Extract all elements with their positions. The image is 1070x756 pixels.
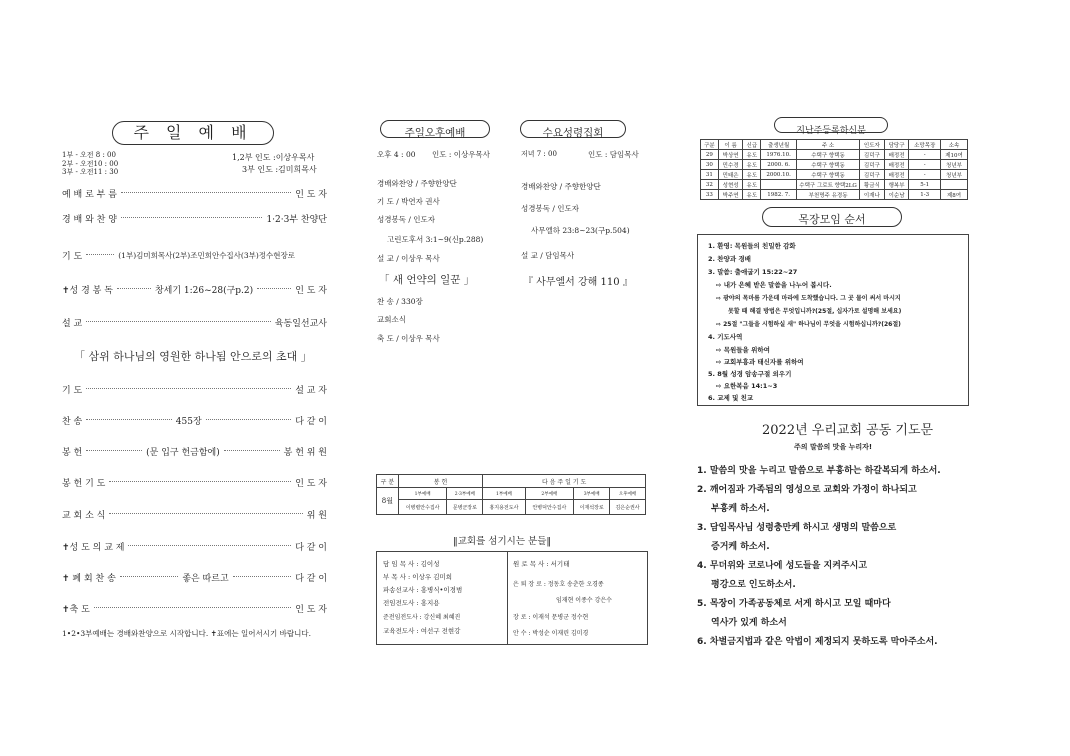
order-row (62, 476, 327, 489)
order-row (62, 316, 327, 329)
visit-header: 구분 (701, 140, 719, 150)
order-left: 교 회 소 식 (62, 511, 106, 521)
order-right: 봉 헌 위 원 (283, 448, 327, 458)
visit-cell: 유도 (743, 190, 761, 200)
visit-cell: 박주연 (718, 190, 743, 200)
visit-cell: - (909, 170, 941, 180)
afternoon-item: 설 교 / 이상우 목사 (377, 254, 440, 263)
visit-cell (941, 180, 968, 190)
staff-line: 임재현 이종수 강은수 (556, 597, 612, 604)
wednesday-sermon: 『 사무엘서 강해 110 』 (523, 277, 633, 288)
footnote: 1•2•3부예배는 경배와찬양으로 시작합니다. ✝표에는 일어서시기 바랍니다. (62, 629, 311, 638)
order-row (62, 571, 327, 584)
table-row (701, 190, 968, 200)
staff-line: 파송선교사 : 홍병식•이경범 (383, 586, 463, 594)
order-left: 기 도 (62, 386, 83, 396)
giving-sub: 3부예배 (574, 488, 610, 500)
staff-right (508, 552, 647, 644)
mokjang-title: 목장모임 순서 (798, 213, 866, 226)
giving-val: 홍지용전도사 (483, 500, 525, 515)
order-mid: 좋은 따르고 (182, 574, 229, 584)
staff-line: 장 로 : 이재석 문병군 정수현 (513, 614, 589, 621)
order-left: ✝성 경 봉 독 (62, 286, 113, 296)
order-left: ✝성 도 의 교 제 (62, 543, 125, 553)
visit-cell: 부천명주 유경동 (797, 190, 860, 200)
order-row (62, 445, 327, 458)
wednesday-title: 수요성령집회 (542, 127, 604, 139)
visit-cell: 청년부 (941, 160, 968, 170)
afternoon-time: 오후 4 : 00 (377, 150, 416, 159)
giving-sub: 2·3부예배 (447, 488, 483, 500)
visit-cell: 민태은 (718, 170, 743, 180)
prayer-subtitle: 주의 말씀의 맛을 누리자! (794, 443, 873, 451)
visit-cell: 유도 (743, 150, 761, 160)
afternoon-item: 고린도후서 3:1~9(신p.288) (387, 235, 484, 244)
prayer-item: 6. 차별금지법과 같은 악법이 제정되지 못하도록 막아주소서. (697, 637, 938, 647)
mokjang-item: 2. 찬양과 경배 (708, 255, 751, 263)
order-mid: 455장 (175, 417, 202, 427)
order-right: 다 같 이 (295, 417, 327, 427)
prayer-item: 5. 목장이 가족공동체로 서게 하시고 모일 때마다 (697, 599, 891, 609)
giving-table (376, 474, 646, 515)
order-left: 기 도 (62, 252, 83, 262)
order-right: 인 도 자 (295, 190, 327, 200)
afternoon-sermon: 「 새 언약의 일꾼 」 (379, 274, 475, 286)
giving-header-category: 구 분 (377, 475, 399, 488)
order-right: 설 교 자 (295, 386, 327, 396)
mokjang-item: 4. 기도사역 (708, 333, 743, 341)
visit-cell: - (909, 150, 941, 160)
visit-cell: 33 (701, 190, 719, 200)
visit-header: 출생년월 (761, 140, 797, 150)
visit-cell: 김덕구 (860, 150, 885, 160)
mokjang-item: 못할 때 해결 방법은 무엇입니까?(25절, 십자가로 설명해 보세요) (728, 308, 902, 315)
visit-cell: 민수경 (718, 160, 743, 170)
staff-left (377, 552, 508, 644)
mokjang-item: ⇨ 교회부흥과 태신자를 위하여 (716, 358, 804, 366)
table-row (701, 180, 968, 190)
staff-title: ‖교회를 섬기시는 분들‖ (453, 536, 552, 547)
visit-header: 주 소 (797, 140, 860, 150)
afternoon-item: 교회소식 (377, 315, 406, 324)
mokjang-box (697, 234, 969, 406)
mokjang-item: 5. 8월 성경 암송구절 외우기 (708, 370, 792, 378)
visit-cell: 수택구 향택동 (797, 160, 860, 170)
order-row (62, 249, 327, 262)
order-left: ✝ 폐 회 찬 송 (62, 574, 116, 584)
visit-cell: 유도 (743, 160, 761, 170)
afternoon-item: 찬 송 / 330장 (377, 297, 423, 306)
mokjang-item: 3. 말씀: 출애굽기 15:22~27 (708, 268, 798, 276)
visit-cell: 31 (701, 170, 719, 180)
afternoon-item: 성경봉독 / 인도자 (377, 215, 436, 224)
visit-cell: 배정전 (884, 160, 909, 170)
giving-val: 안병덕안수집사 (525, 500, 574, 515)
afternoon-title: 주일오후예배 (404, 127, 466, 139)
visit-cell: 1-3 (909, 190, 941, 200)
order-mid: (문 입구 헌금함에) (146, 448, 220, 458)
visit-cell: 5-1 (909, 180, 941, 190)
service-times (62, 151, 118, 177)
giving-sub: 1부예배 (398, 488, 447, 500)
staff-line: 안 수 : 박성순 이재린 김미경 (513, 630, 589, 637)
visit-cell: 32 (701, 180, 719, 190)
mokjang-item: ⇨ 25절 "그들을 시험하실 새" 하나님이 무엇을 시험하십니까?(26절) (716, 321, 901, 328)
sermon-title: 「 삼위 하나님의 영원한 하나됨 안으로의 초대 」 (74, 350, 312, 363)
order-left: 봉 헌 기 도 (62, 479, 106, 489)
table-row (701, 160, 968, 170)
time-1: 1부 - 오전 8 : 00 (62, 151, 116, 159)
mokjang-item: ⇨ 내가 은혜 받은 말씀을 나누어 봅시다. (716, 281, 832, 289)
table-row (701, 150, 968, 160)
order-left: 예 배 로 부 름 (62, 190, 117, 200)
order-right: 육동일선교사 (274, 319, 327, 329)
giving-val: 문병군장로 (447, 500, 483, 515)
preacher-12: 1,2부 인도 :이상우목사 (232, 153, 315, 162)
order-row (62, 540, 327, 553)
giving-sub: 1부예배 (483, 488, 525, 500)
visit-cell: 유도 (743, 170, 761, 180)
visit-cell: 박상연 (718, 150, 743, 160)
visit-header: 신급 (743, 140, 761, 150)
visit-cell: 이재나 (860, 190, 885, 200)
staff-line: 담 임 목 사 : 김이성 (383, 560, 440, 568)
staff-line: 교육전도사 : 여선구 전현강 (383, 627, 461, 635)
afternoon-item: 축 도 / 이상우 목사 (377, 334, 440, 343)
worship-title-box (112, 121, 274, 145)
order-row (62, 414, 327, 427)
wednesday-title-box (520, 120, 626, 138)
prayer-title: 2022년 우리교회 공동 기도문 (762, 423, 934, 438)
giving-month: 8월 (377, 488, 399, 515)
visit-header: 이 름 (718, 140, 743, 150)
visit-cell: 김덕구 (860, 170, 885, 180)
preacher-3: 3부 인도 :김미희목사 (242, 165, 317, 174)
visit-cell: 수택구 향택동 (797, 170, 860, 180)
order-row (62, 383, 327, 396)
giving-sub: 오후예배 (610, 488, 646, 500)
staff-line: 부 목 사 : 이상우 김미희 (383, 573, 453, 581)
giving-header-prayer: 다 음 주 일 기 도 (483, 475, 646, 488)
order-row (62, 508, 327, 521)
staff-box (376, 551, 648, 645)
order-mid: 창세기 1:26~28(구p.2) (154, 286, 254, 296)
prayer-item: 4. 무더위와 코로나에 성도들을 지켜주시고 (697, 561, 868, 571)
visit-title-box (774, 117, 888, 136)
mokjang-item: 1. 환영: 목원들의 친밀한 감화 (708, 242, 796, 250)
mokjang-item: ⇨ 광야의 목마름 가운데 마라에 도착했습니다. 그 곳 물이 써서 마시지 (716, 295, 901, 302)
visit-table (700, 139, 968, 200)
wednesday-item: 사무엘하 23:8~23(구p.504) (531, 226, 630, 235)
giving-val: 이재석장로 (574, 500, 610, 515)
order-mid: (1부)김미희목사(2부)조민희안수집사(3부)정수현장로 (118, 251, 296, 260)
mokjang-item: 6. 교제 및 친교 (708, 394, 754, 402)
visit-cell: 배정전 (884, 150, 909, 160)
visit-header: 인도자 (860, 140, 885, 150)
visit-cell: 배정전 (884, 170, 909, 180)
order-left: 찬 송 (62, 417, 83, 427)
visit-cell: 수택구 그로트 향택2LG (797, 180, 860, 190)
prayer-item: 부흥케 하소서. (711, 504, 770, 514)
order-right: 인 도 자 (295, 286, 327, 296)
giving-val: 이병렬안수집사 (398, 500, 447, 515)
visit-cell: 행복부 (884, 180, 909, 190)
order-right: 위 원 (306, 511, 327, 521)
prayer-item: 평강으로 인도하소서. (711, 580, 796, 590)
prayer-item: 2. 깨어짐과 가족됨의 영성으로 교회와 가정이 하나되고 (697, 485, 917, 495)
visit-cell: 2000. 6. (761, 160, 797, 170)
afternoon-leader: 인도 : 이상우목사 (432, 150, 491, 159)
visit-cell: 제10여 (941, 150, 968, 160)
wednesday-time: 저녁 7 : 00 (521, 150, 557, 158)
staff-line: 원 로 목 사 : 서기태 (513, 560, 570, 568)
visit-cell: 2000.10. (761, 170, 797, 180)
order-row (62, 187, 327, 200)
order-row (62, 283, 327, 296)
order-right: 인 도 자 (295, 605, 327, 615)
order-right: 다 같 이 (295, 543, 327, 553)
giving-sub: 2부예배 (525, 488, 574, 500)
order-left: 경 배 와 찬 양 (62, 215, 117, 225)
prayer-item: 역사가 있게 하소서 (711, 618, 787, 628)
visit-cell: 성현성 (718, 180, 743, 190)
order-right: 1·2·3부 찬양단 (266, 215, 327, 225)
staff-line: 준전임전도사 : 강신혜 최혜진 (383, 614, 461, 621)
visit-cell: 1982. 7. (761, 190, 797, 200)
order-right: 인 도 자 (295, 479, 327, 489)
order-left: 봉 헌 (62, 448, 83, 458)
order-row (62, 212, 327, 225)
visit-cell: - (909, 160, 941, 170)
afternoon-title-box (380, 120, 490, 138)
mokjang-title-box (762, 207, 902, 227)
visit-cell: 1976.10. (761, 150, 797, 160)
order-row (62, 602, 327, 615)
visit-cell: 30 (701, 160, 719, 170)
prayer-item: 1. 말씀의 맛을 누리고 말씀으로 부흥하는 하갈복되게 하소서. (697, 466, 941, 476)
worship-title: 주 일 예 배 (133, 123, 253, 142)
visit-cell: 황금식 (860, 180, 885, 190)
visit-cell (761, 180, 797, 190)
visit-cell: 29 (701, 150, 719, 160)
afternoon-item: 경배와찬양 / 주향한양단 (377, 179, 457, 188)
visit-header: 소망목장 (909, 140, 941, 150)
wednesday-item: 설 교 / 담임목사 (521, 251, 575, 260)
visit-cell: 이순남 (884, 190, 909, 200)
order-left: ✝축 도 (62, 605, 90, 615)
mokjang-item: ⇨ 목원들을 위하여 (716, 346, 770, 354)
visit-cell: 제8여 (941, 190, 968, 200)
staff-line: 은 퇴 장 로 : 정동호 송춘한 오경종 (513, 581, 604, 588)
visit-cell: 수택구 향택동 (797, 150, 860, 160)
order-right: 다 같 이 (295, 574, 328, 584)
giving-val: 김은순권사 (610, 500, 646, 515)
wednesday-item: 성경봉독 / 인도자 (521, 204, 580, 213)
wednesday-leader: 인도 : 담임목사 (588, 150, 639, 159)
time-3: 3부 - 오전11 : 30 (62, 168, 119, 176)
mokjang-item: ⇨ 요한복음 14:1~3 (716, 382, 778, 390)
prayer-item: 증거케 하소서. (711, 542, 770, 552)
visit-cell: 청년부 (941, 170, 968, 180)
time-2: 2부 - 오전10 : 00 (62, 159, 119, 168)
afternoon-item: 기 도 / 박연자 권사 (377, 197, 440, 206)
visit-cell: 김덕구 (860, 160, 885, 170)
table-row (701, 170, 968, 180)
visit-title: 지난주등록하신분 (796, 126, 866, 136)
visit-header: 소속 (941, 140, 968, 150)
prayer-item: 3. 담임목사님 성령충만케 하시고 생명의 말씀으로 (697, 523, 897, 533)
giving-header-offering: 봉 헌 (398, 475, 483, 488)
wednesday-item: 경배와찬양 / 주향한양단 (521, 182, 601, 191)
order-left: 설 교 (62, 319, 83, 329)
staff-line: 전임전도사 : 홍지용 (383, 599, 440, 607)
visit-header: 담당구 (884, 140, 909, 150)
visit-cell: 유도 (743, 180, 761, 190)
